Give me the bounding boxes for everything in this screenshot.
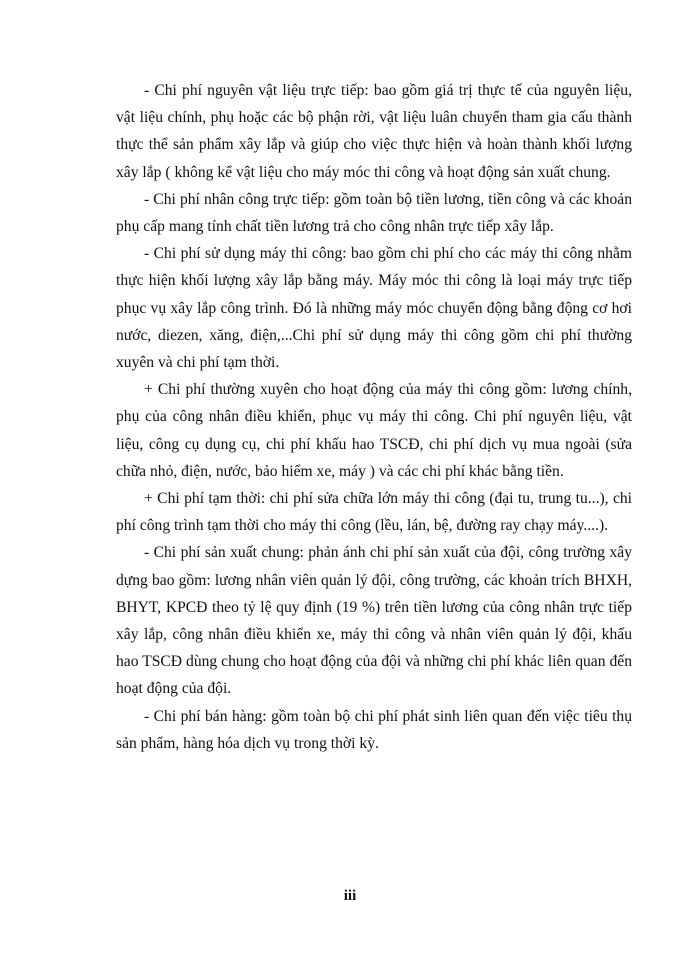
paragraph-temporary-machine-costs: + Chi phí tạm thời: chi phí sửa chữa lớn máy thi công (đại tu, trung tu...), chi phí công trình tạm thời cho máy thi công (lều, lán, bệ, đường ray chạy máy....). [116, 490, 632, 535]
paragraph-selling-costs: - Chi phí bán hàng: gồm toàn bộ chi phí phát sinh liên quan đến việc tiêu thụ sản phẩm, hàng hóa dịch vụ trong thời kỳ. [116, 707, 632, 752]
page-number: iii [343, 888, 357, 904]
paragraph-machine-costs: - Chi phí sử dụng máy thi công: bao gồm chi phí cho các máy thi công nhằm thực hiện khối lượng xây lắp bằng máy. Máy móc thi công là loại máy trực tiếp phục vụ xây lắp công trình. Đó là những máy móc chuyển động bằng động cơ hơi nước, diezen, xăng, điện,...Chi phí sử dụng máy thi công gồm chi phí thường xuyên và chi phí tạm thời. [116, 245, 632, 372]
paragraph-direct-labor: - Chi phí nhân công trực tiếp: gồm toàn bộ tiền lương, tiền công và các khoản phụ cấp mang tính chất tiền lương trả cho công nhân trực tiếp xây lắp. [116, 190, 632, 236]
document-body [116, 77, 632, 757]
paragraph-general-production-costs: - Chi phí sản xuất chung: phản ánh chi phí sản xuất của đội, công trường xây dựng bao gồm: lương nhân viên quản lý đội, công trường, các khoản trích BHXH, BHYT, KPCĐ theo tỷ lệ quy định (19 %) trên tiền lương của công nhân trực tiếp xây lắp, công nhân điều khiển xe, máy thi công và nhân viên quản lý đội, khấu hao TSCĐ dùng chung cho hoạt động của đội và những chi phí khác liên quan đến hoạt động của đội. [116, 544, 632, 698]
paragraph-regular-machine-costs: + Chi phí thường xuyên cho hoạt động của máy thi công gồm: lương chính, phụ của công nhân điều khiển, phục vụ máy thi công. Chi phí nguyên liệu, vật liệu, công cụ dụng cụ, chi phí khấu hao TSCĐ, chi phí dịch vụ mua ngoài (sửa chữa nhỏ, điện, nước, bảo hiểm xe, máy ) và các chi phí khác bằng tiền. [116, 381, 632, 480]
paragraph-direct-materials: - Chi phí nguyên vật liệu trực tiếp: bao gồm giá trị thực tế của nguyên liệu, vật liệu chính, phụ hoặc các bộ phận rời, vật liệu luân chuyển tham gia cấu thành thực thể sản phẩm xây lắp và giúp cho việc thực hiện và hoàn thành khối lượng xây lắp ( không kể vật liệu cho máy móc thi công và hoạt động sản xuất chung. [116, 82, 632, 181]
